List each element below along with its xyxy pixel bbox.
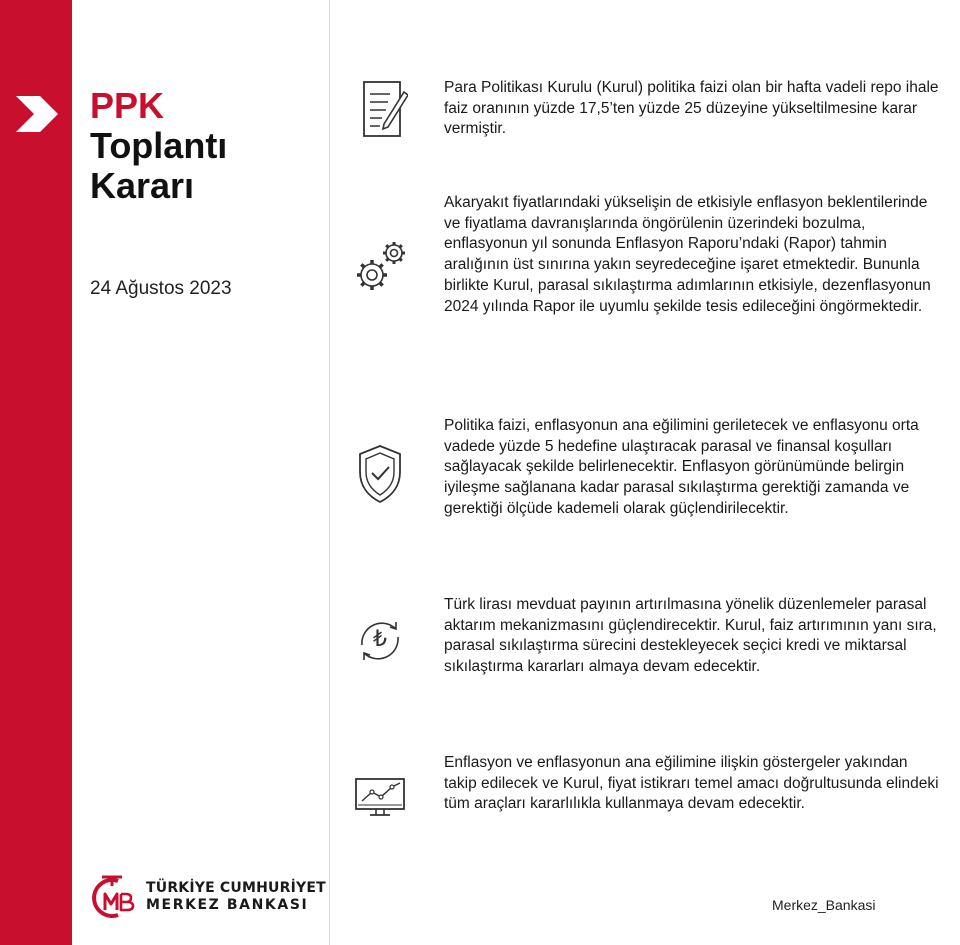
decision-text-3: Politika faizi, enflasyonun ana eğilimini geriletecek ve enflasyonu orta vadede yüzde 5 hedefine ulaştıracak parasal ve finansal koşulları sağlayacak şekilde belirlenecektir. Enflasyon görünümünde belirgin iyileşme sağlanana kadar parasal sıkılaştırma gerektiği zamanda ve gerektiği ölçüde kademeli olarak güçlendirilecektir.: [444, 417, 919, 517]
footer-handle: Merkez_Bankasi: [772, 897, 876, 913]
gears-icon: [352, 237, 408, 301]
title-line-2: Toplantı: [90, 125, 228, 166]
meeting-date: 24 Ağustos 2023: [90, 278, 232, 299]
monitor-chart-icon: [352, 767, 408, 831]
tcmb-logo: [88, 872, 328, 922]
decision-text-5: Enflasyon ve enflasyonun ana eğilimine ilişkin göstergeler yakından takip edilecek ve Kurul, fiyat istikrarı temel amacı doğrultusunda elindeki tüm araçları kararlılıkla kullanmaya devam edecektir.: [444, 754, 939, 813]
lira-glyph: ₺: [373, 627, 387, 652]
decision-text-1: Para Politikası Kurulu (Kurul) politika faizi olan bir hafta vadeli repo ihale faiz oranının yüzde 17,5’ten yüzde 25 düzeyine yükseltilmesine karar vermiştir.: [444, 79, 939, 138]
chevron-right-icon: [16, 96, 58, 132]
logo-line-1: TÜRKİYE CUMHURİYET: [146, 880, 326, 896]
page-title: [90, 86, 320, 206]
title-line-3: Kararı: [90, 165, 195, 206]
sidebar-divider: [329, 0, 330, 945]
tcmb-monogram-icon: [88, 872, 142, 922]
shield-check-icon: [352, 442, 408, 506]
title-highlight: PPK: [90, 85, 165, 126]
decision-text-4: Türk lirası mevduat payının artırılmasına yönelik düzenlemeler parasal aktarım mekanizmasını güçlendirecektir. Kurul, faiz artırımının yanı sıra, parasal sıkılaştırma sürecini destekleyecek seçici kredi ve miktarsal sıkılaştırma kararları almaya devam edecektir.: [444, 596, 937, 676]
decision-text-2: Akaryakıt fiyatlarındaki yükselişin de etkisiyle enflasyon beklentilerinde ve fiyatlama davranışlarında öngörülenin üzerindeki bozulma, enflasyonun yıl sonunda Enflasyon Raporu’ndaki (Rapor) tahmin aralığının üst sınırına yakın seyredeceğine işaret etmektedir. Bununla birlikte Kurul, parasal sıkılaştırma adımlarının etkisiyle, dezenflasyonun 2024 yılında Rapor ile uyumlu şekilde tesis edileceğini öngörmektedir.: [444, 194, 931, 315]
lira-cycle-icon: [352, 609, 408, 673]
red-side-bar: [0, 0, 72, 945]
document-pen-icon: [352, 78, 408, 142]
logo-line-2: MERKEZ BANKASI: [146, 897, 309, 913]
